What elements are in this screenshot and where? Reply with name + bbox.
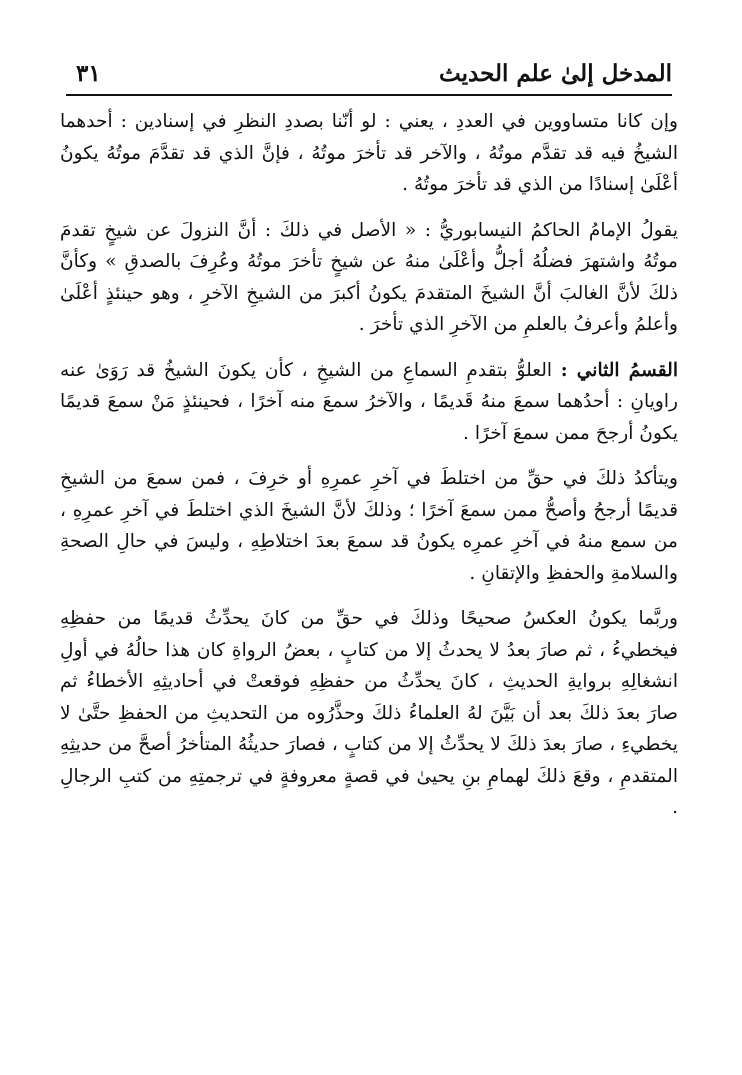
paragraph-1: وإن كانا متساووين في العددِ ، يعني : لو أنّنا بصددِ النظرِ في إسنادين : أحدهما الشيخُ فيه قد تقدَّم موتُهُ ، والآخر قد تأخرَ موتُهُ ، فإنَّ الذي قد تقدَّمَ موتُهُ يكونُ أعْلَىٰ إسنادًا من الذي قد تأخرَ موتُهُ .	[60, 111, 678, 195]
page-header	[66, 58, 672, 96]
paragraph-2: يقولُ الإمامُ الحاكمُ النيسابوريُّ : « الأصل في ذلكَ : أنَّ النزولَ عن شيخٍ تقدمَ موتُهُ واشتهرَ فضلُهُ أجلُّ وأعْلَىٰ منهُ عن شيخٍ تأخرَ موتُهُ وعُرِفَ بالصدقِ » وكأنَّ ذلكَ لأنَّ الغالبَ أنَّ الشيخَ المتقدمَ يكونُ أكبرَ من الشيخِ الآخرِ ، وهو حينئذٍ أعْلَىٰ وأعلمُ وأعرفُ بالعلمِ من الآخرِ الذي تأخرَ .	[60, 219, 678, 335]
paragraph-5: وربَّما يكونُ العكسُ صحيحًا وذلكَ في حقِّ من كانَ يحدِّثُ قديمًا من حفظِهِ فيخطيءُ ، ثم صارَ بعدُ لا يحدثُ إلا من كتابٍ ، بعضُ الرواةِ كان هذا حالُهُ في أولِ انشغالِهِ بروايةِ الحديثِ ، كانَ يحدِّثُ من حفظِهِ فوقعتْ في أحاديثِهِ الأخطاءُ ثم صارَ بعدَ ذلكَ بعد أن بَيَّنَ لهُ العلماءُ ذلكَ وحذَّرُوه من التحديثِ من الحفظِ حتَّىٰ لا يخطيءِ ، صارَ بعدَ ذلكَ لا يحدِّثُ إلا من كتابٍ ، فصارَ حديثُهُ المتأخرُ أصحَّ من حديثِهِ المتقدمِ ، وقعَ ذلكَ لهمامِ بنِ يحيىٰ في قصةٍ معروفةٍ في ترجمتِهِ من كتبِ الرجالِ .	[60, 608, 678, 818]
section-label: القسمُ الثاني :	[560, 359, 678, 381]
running-title: المدخل إلىٰ علم الحديث	[439, 60, 672, 87]
page-number: ٣١	[76, 60, 101, 87]
paragraph-3	[60, 355, 678, 450]
paragraph-3-text: العلوُّ بتقدمِ السماعِ من الشيخِ ، كأن يكونَ الشيخُ قد رَوَىٰ عنه راويانِ : أحدُهما سمعَ منهُ قَديمًا ، والآخرُ سمعَ منه آخرًا ، فحينئذٍ مَنْ سمعَ قديمًا يكونُ أرجحَ ممن سمعَ آخرًا .	[60, 359, 678, 444]
paragraph-4: ويتأكدُ ذلكَ في حقِّ من اختلطَ في آخرِ عمرِهِ أو خرِفَ ، فمن سمعَ من الشيخِ قديمًا أرجحُ وأصحُّ ممن سمعَ آخرًا ؛ وذلكَ لأنَّ الشيخَ الذي اختلطَ في آخرِ عمرِهِ ، من سمع منهُ في آخرِ عمرِه يكونُ قد سمعَ بعدَ اختلاطِهِ ، وليسَ في حالِ الصحةِ والسلامةِ والحفظِ والإتقانِ .	[60, 468, 678, 584]
page-body	[60, 106, 678, 824]
